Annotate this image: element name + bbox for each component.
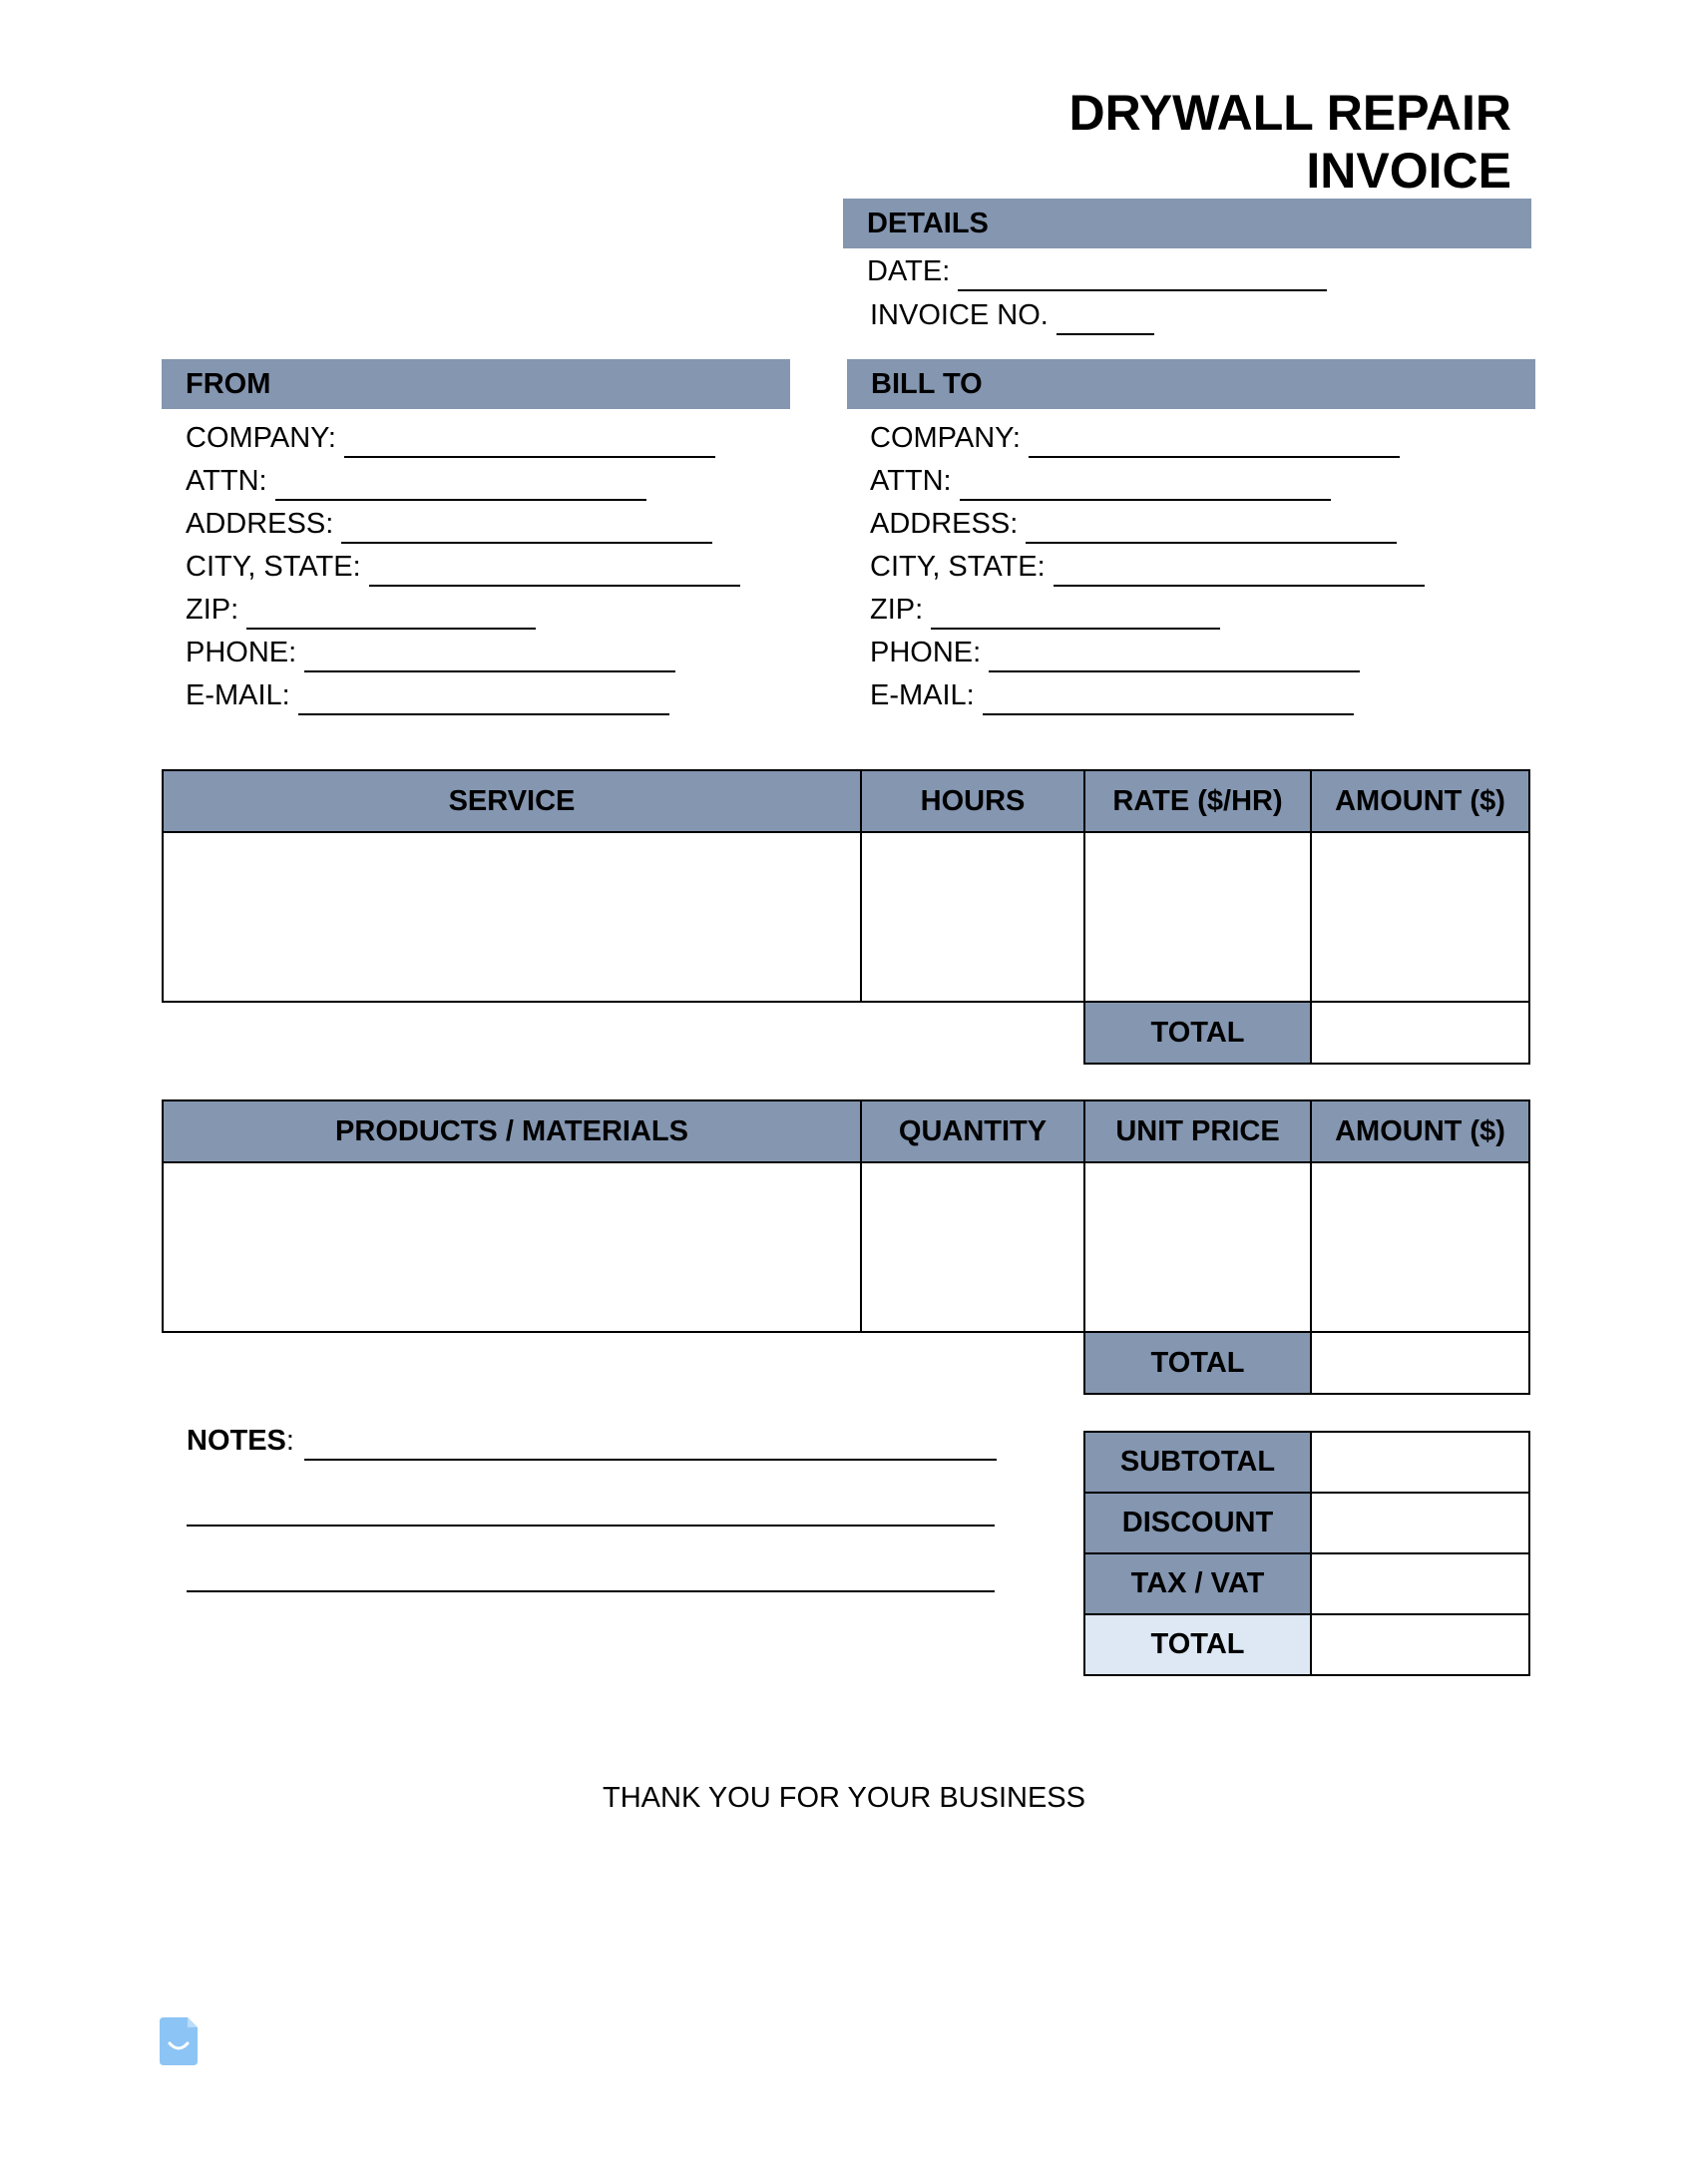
date-line[interactable] [958,259,1327,291]
product-cell[interactable] [163,1162,861,1332]
service-total-label: TOTAL [1084,1002,1311,1064]
rate-column-header: RATE ($/HR) [1084,770,1311,832]
products-table [162,1099,1530,1395]
service-column-header: SERVICE [163,770,861,832]
notes-line-2[interactable] [187,1523,995,1527]
service-table [162,769,1530,1065]
from-attn-field[interactable] [186,458,740,501]
bill-attn-field[interactable] [870,458,1425,501]
from-city-state-field[interactable] [186,544,740,587]
notes-colon: : [285,1425,294,1457]
invoice-no-field[interactable] [870,295,1154,335]
from-zip-label: ZIP: [186,594,239,626]
service-cell[interactable] [163,832,861,1002]
date-label: DATE: [867,255,951,287]
from-phone-line[interactable] [304,641,675,672]
tax-value[interactable] [1311,1553,1529,1614]
grand-total-value[interactable] [1311,1614,1529,1675]
hours-column-header: HOURS [861,770,1084,832]
bill-company-label: COMPANY: [870,422,1021,454]
bill-phone-field[interactable] [870,630,1425,672]
bill-attn-line[interactable] [960,469,1331,501]
bill-email-line[interactable] [983,683,1354,715]
bill-phone-label: PHONE: [870,637,982,668]
spacer-cell [861,1002,1084,1064]
hours-cell[interactable] [861,832,1084,1002]
from-email-line[interactable] [298,683,669,715]
service-amount-cell[interactable] [1311,832,1529,1002]
document-logo-icon [158,2015,200,2067]
quantity-cell[interactable] [861,1162,1084,1332]
notes-line-3[interactable] [187,1588,995,1592]
bill-attn-label: ATTN: [870,465,952,497]
from-zip-line[interactable] [246,598,536,630]
products-total-value[interactable] [1311,1332,1529,1394]
from-city-state-label: CITY, STATE: [186,551,361,583]
spacer-cell [861,1332,1084,1394]
from-city-state-line[interactable] [369,555,740,587]
title-line-2: INVOICE [1306,143,1511,199]
grand-total-label: TOTAL [1084,1614,1311,1675]
bill-address-field[interactable] [870,501,1425,544]
summary-table [1083,1431,1530,1676]
unit-price-column-header: UNIT PRICE [1084,1100,1311,1162]
bill-company-field[interactable] [870,415,1425,458]
bill-address-label: ADDRESS: [870,508,1019,540]
invoice-no-line[interactable] [1056,303,1154,335]
subtotal-value[interactable] [1311,1432,1529,1493]
bill-zip-label: ZIP: [870,594,924,626]
title-line-1: DRYWALL REPAIR [1068,85,1511,141]
from-email-field[interactable] [186,672,740,715]
products-column-header: PRODUCTS / MATERIALS [163,1100,861,1162]
spacer-cell [163,1002,861,1064]
quantity-column-header: QUANTITY [861,1100,1084,1162]
spacer-cell [163,1332,861,1394]
from-heading: FROM [162,359,790,409]
details-heading: DETAILS [843,199,1531,248]
service-total-value[interactable] [1311,1002,1529,1064]
discount-value[interactable] [1311,1493,1529,1553]
bill-to-fields [870,415,1425,715]
from-attn-line[interactable] [275,469,646,501]
product-amount-cell[interactable] [1311,1162,1529,1332]
notes-label: NOTES [187,1425,286,1457]
date-field[interactable] [867,251,1327,291]
notes-line-1[interactable] [304,1429,997,1461]
bill-city-state-label: CITY, STATE: [870,551,1046,583]
notes-field[interactable] [187,1421,997,1461]
bill-to-heading: BILL TO [847,359,1535,409]
products-amount-column-header: AMOUNT ($) [1311,1100,1529,1162]
bill-zip-field[interactable] [870,587,1425,630]
bill-company-line[interactable] [1029,426,1400,458]
bill-city-state-field[interactable] [870,544,1425,587]
invoice-no-label: INVOICE NO. [870,299,1049,331]
from-fields [186,415,740,715]
thank-you-message: THANK YOU FOR YOUR BUSINESS [603,1782,1085,1814]
tax-label: TAX / VAT [1084,1553,1311,1614]
bill-email-field[interactable] [870,672,1425,715]
from-company-label: COMPANY: [186,422,336,454]
bill-zip-line[interactable] [931,598,1220,630]
amount-column-header: AMOUNT ($) [1311,770,1529,832]
from-phone-field[interactable] [186,630,740,672]
from-zip-field[interactable] [186,587,740,630]
rate-cell[interactable] [1084,832,1311,1002]
discount-label: DISCOUNT [1084,1493,1311,1553]
from-address-field[interactable] [186,501,740,544]
from-address-line[interactable] [341,512,712,544]
invoice-title [1068,84,1511,200]
subtotal-label: SUBTOTAL [1084,1432,1311,1493]
bill-phone-line[interactable] [989,641,1360,672]
bill-city-state-line[interactable] [1054,555,1425,587]
from-email-label: E-MAIL: [186,679,290,711]
from-phone-label: PHONE: [186,637,297,668]
from-address-label: ADDRESS: [186,508,334,540]
products-total-label: TOTAL [1084,1332,1311,1394]
bill-address-line[interactable] [1026,512,1397,544]
from-attn-label: ATTN: [186,465,267,497]
from-company-line[interactable] [344,426,715,458]
bill-email-label: E-MAIL: [870,679,975,711]
from-company-field[interactable] [186,415,740,458]
unit-price-cell[interactable] [1084,1162,1311,1332]
